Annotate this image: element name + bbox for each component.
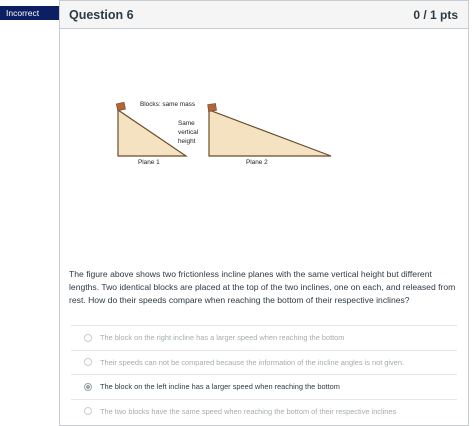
answer-option[interactable] xyxy=(71,325,457,350)
answer-text: The block on the right incline has a larger speed when reaching the bottom xyxy=(100,333,345,343)
answer-option-selected[interactable] xyxy=(71,374,457,399)
height-label-line-1: Same xyxy=(178,120,195,127)
plane-2-triangle xyxy=(209,110,331,156)
blocks-label: Blocks: same mass xyxy=(140,101,196,108)
radio-icon[interactable] xyxy=(84,334,92,342)
answer-option[interactable] xyxy=(71,350,457,375)
question-text: The figure above shows two frictionless incline planes with the same vertical height but different lengths. Two identical blocks are placed at the top of the two inclines, one on each, and released from rest. How do their speeds compare when reaching the bottom of their respective inclines? xyxy=(69,269,456,305)
incline-figure xyxy=(108,97,348,177)
answer-text: The two blocks have the same speed when reaching the bottom of their respective inclines xyxy=(100,406,397,416)
question-title: Question 6 xyxy=(69,7,134,22)
plane-1-triangle xyxy=(118,110,186,156)
answer-list xyxy=(71,325,457,423)
plane-1-label: Plane 1 xyxy=(138,159,160,166)
radio-icon[interactable] xyxy=(84,358,92,366)
answer-text: Their speeds can not be compared because the information of the incline angles is not given. xyxy=(100,357,405,367)
radio-selected-icon[interactable] xyxy=(84,383,92,391)
incorrect-badge: Incorrect xyxy=(0,6,60,20)
answer-option[interactable] xyxy=(71,399,457,424)
question-header xyxy=(60,1,468,29)
plane-2-block xyxy=(208,103,217,111)
question-points: 0 / 1 pts xyxy=(413,7,458,22)
plane-1-block xyxy=(116,102,125,111)
answer-text: The block on the left incline has a larger speed when reaching the bottom xyxy=(100,382,340,392)
plane-2-label: Plane 2 xyxy=(246,159,268,166)
question-card xyxy=(59,0,469,426)
height-label-line-2: vertical xyxy=(178,129,199,136)
radio-icon[interactable] xyxy=(84,407,92,415)
height-label-line-3: height xyxy=(178,138,196,145)
